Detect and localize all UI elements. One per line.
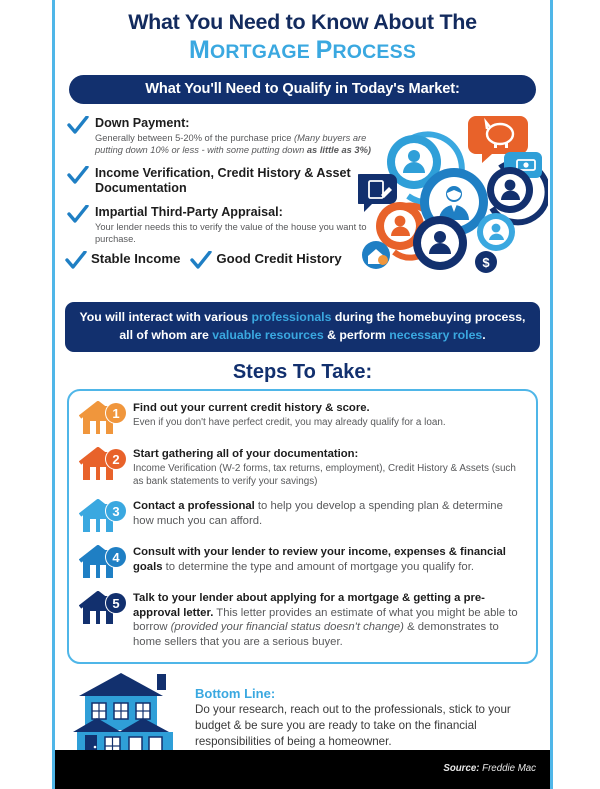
source-label: Source: xyxy=(443,763,480,774)
title-p: P xyxy=(315,35,333,64)
list-item xyxy=(79,446,526,488)
step-heading xyxy=(133,499,526,529)
list-item xyxy=(67,205,377,245)
step-heading-rest: to determine the type and amount of mortgage you qualify for. xyxy=(162,560,474,573)
bullet-heading: Impartial Third-Party Appraisal: xyxy=(95,205,283,220)
interaction-banner-text xyxy=(77,309,528,344)
bullet-sub-plain: Generally between 5-20% of the purchase price xyxy=(95,132,294,143)
list-item xyxy=(65,250,180,268)
list-item xyxy=(79,544,526,581)
title-m: M xyxy=(188,35,210,64)
check-icon xyxy=(190,251,212,271)
list-item xyxy=(79,590,526,651)
step-heading-bold: Contact a professional xyxy=(133,499,255,512)
inter-hl-professionals: professionals xyxy=(251,310,332,325)
bottom-line-body xyxy=(195,686,536,749)
step-subtext: Even if you don't have perfect credit, you may already qualify for a loan. xyxy=(133,417,446,429)
step-number: 2 xyxy=(112,452,120,468)
source-credit xyxy=(443,763,536,774)
professionals-network-illustration xyxy=(358,110,548,275)
list-item xyxy=(79,498,526,535)
list-item xyxy=(67,166,377,197)
house-step-icon xyxy=(79,446,131,483)
check-icon xyxy=(65,251,87,271)
step-heading-rest: This letter provides an estimate of what you might be able to borrow xyxy=(133,606,518,634)
pair-label: Good Credit History xyxy=(216,251,342,267)
step-heading xyxy=(133,545,526,575)
title-rocess: ROCESS xyxy=(332,40,417,63)
step-sub-rest: & demonstrates to home sellers that you are a serious buyer. xyxy=(133,621,499,649)
inter-part1: You will interact with various xyxy=(79,310,252,325)
step-number: 5 xyxy=(112,595,120,611)
qualify-banner-label: What You'll Need to Qualify in Today's Market: xyxy=(145,81,460,98)
step-number: 4 xyxy=(112,549,120,565)
step-subtext: Income Verification (W-2 forms, tax returns, employment), Credit History & Assets (such as bank statements to verify your savings) xyxy=(133,463,516,488)
inter-hl-roles: necessary roles xyxy=(389,327,483,342)
house-illustration xyxy=(65,670,185,762)
step-sub-italic: (provided your financial status doesn't change) xyxy=(170,621,404,634)
qualify-section xyxy=(55,110,550,300)
step-heading xyxy=(133,591,526,651)
page-title-line2 xyxy=(63,36,542,65)
bullet-heading: Income Verification, Credit History & Asset Documentation xyxy=(95,165,351,195)
check-icon xyxy=(67,205,89,225)
house-step-icon xyxy=(79,590,131,627)
step-heading-bold: Consult with your lender to review your income, expenses & financial goals xyxy=(133,545,506,573)
step-heading: Find out your current credit history & score. xyxy=(133,402,370,415)
interaction-banner-wrap xyxy=(65,302,540,352)
source-value: Freddie Mac xyxy=(479,763,536,774)
title-ortgage: ORTGAGE xyxy=(209,40,316,63)
step-heading: Start gathering all of your documentation: xyxy=(133,448,359,461)
step-number: 1 xyxy=(112,406,120,422)
content-frame xyxy=(52,0,553,789)
step-heading-bold: Talk to your lender about applying for a mortgage & getting a pre-approval letter. xyxy=(133,591,485,619)
list-item xyxy=(67,116,377,156)
bullet-subtext: Your lender needs this to verify the value of the house you want to purchase. xyxy=(95,221,367,244)
bullet-subtext xyxy=(95,133,377,157)
step-heading-rest: to help you develop a spending plan & determine how much you can afford. xyxy=(133,499,503,527)
house-step-icon xyxy=(79,544,131,581)
list-item xyxy=(190,250,341,268)
inter-hl-resources: valuable resources xyxy=(212,327,324,342)
inter-part3: & perform xyxy=(323,327,390,342)
inter-part2: during the homebuying process, all of whom are xyxy=(119,310,526,342)
inter-part4: . xyxy=(482,327,486,342)
qualify-bullet-list xyxy=(67,116,377,254)
house-step-icon xyxy=(79,498,131,535)
qualify-banner xyxy=(69,75,536,104)
house-step-icon xyxy=(79,400,131,437)
check-icon xyxy=(67,116,89,136)
step-number: 3 xyxy=(112,503,120,519)
pair-label: Stable Income xyxy=(91,251,181,267)
bullet-heading: Down Payment: xyxy=(95,116,190,131)
qualify-pair-row xyxy=(65,250,395,268)
list-item xyxy=(79,400,526,437)
bottom-line-section xyxy=(55,670,550,762)
steps-section-title: Steps To Take: xyxy=(232,361,373,384)
bullet-sub-italic: (Many buyers are putting down 10% or less - with some putting down xyxy=(95,132,367,155)
svg-text:$: $ xyxy=(482,255,490,271)
bullet-sub-emph: as little as 3%) xyxy=(306,144,371,155)
check-icon xyxy=(67,166,89,186)
page-title-line1: What You Need to Know About The xyxy=(128,10,477,34)
bottom-line-title: Bottom Line: xyxy=(195,686,276,702)
footer-bar xyxy=(55,750,550,789)
page-header xyxy=(55,0,550,66)
steps-box xyxy=(67,389,538,664)
interaction-banner xyxy=(65,302,540,352)
bottom-line-text: Do your research, reach out to the professionals, stick to your budget & be sure you are ready to take on the financial responsibilities of being a homeowner. xyxy=(195,703,511,748)
